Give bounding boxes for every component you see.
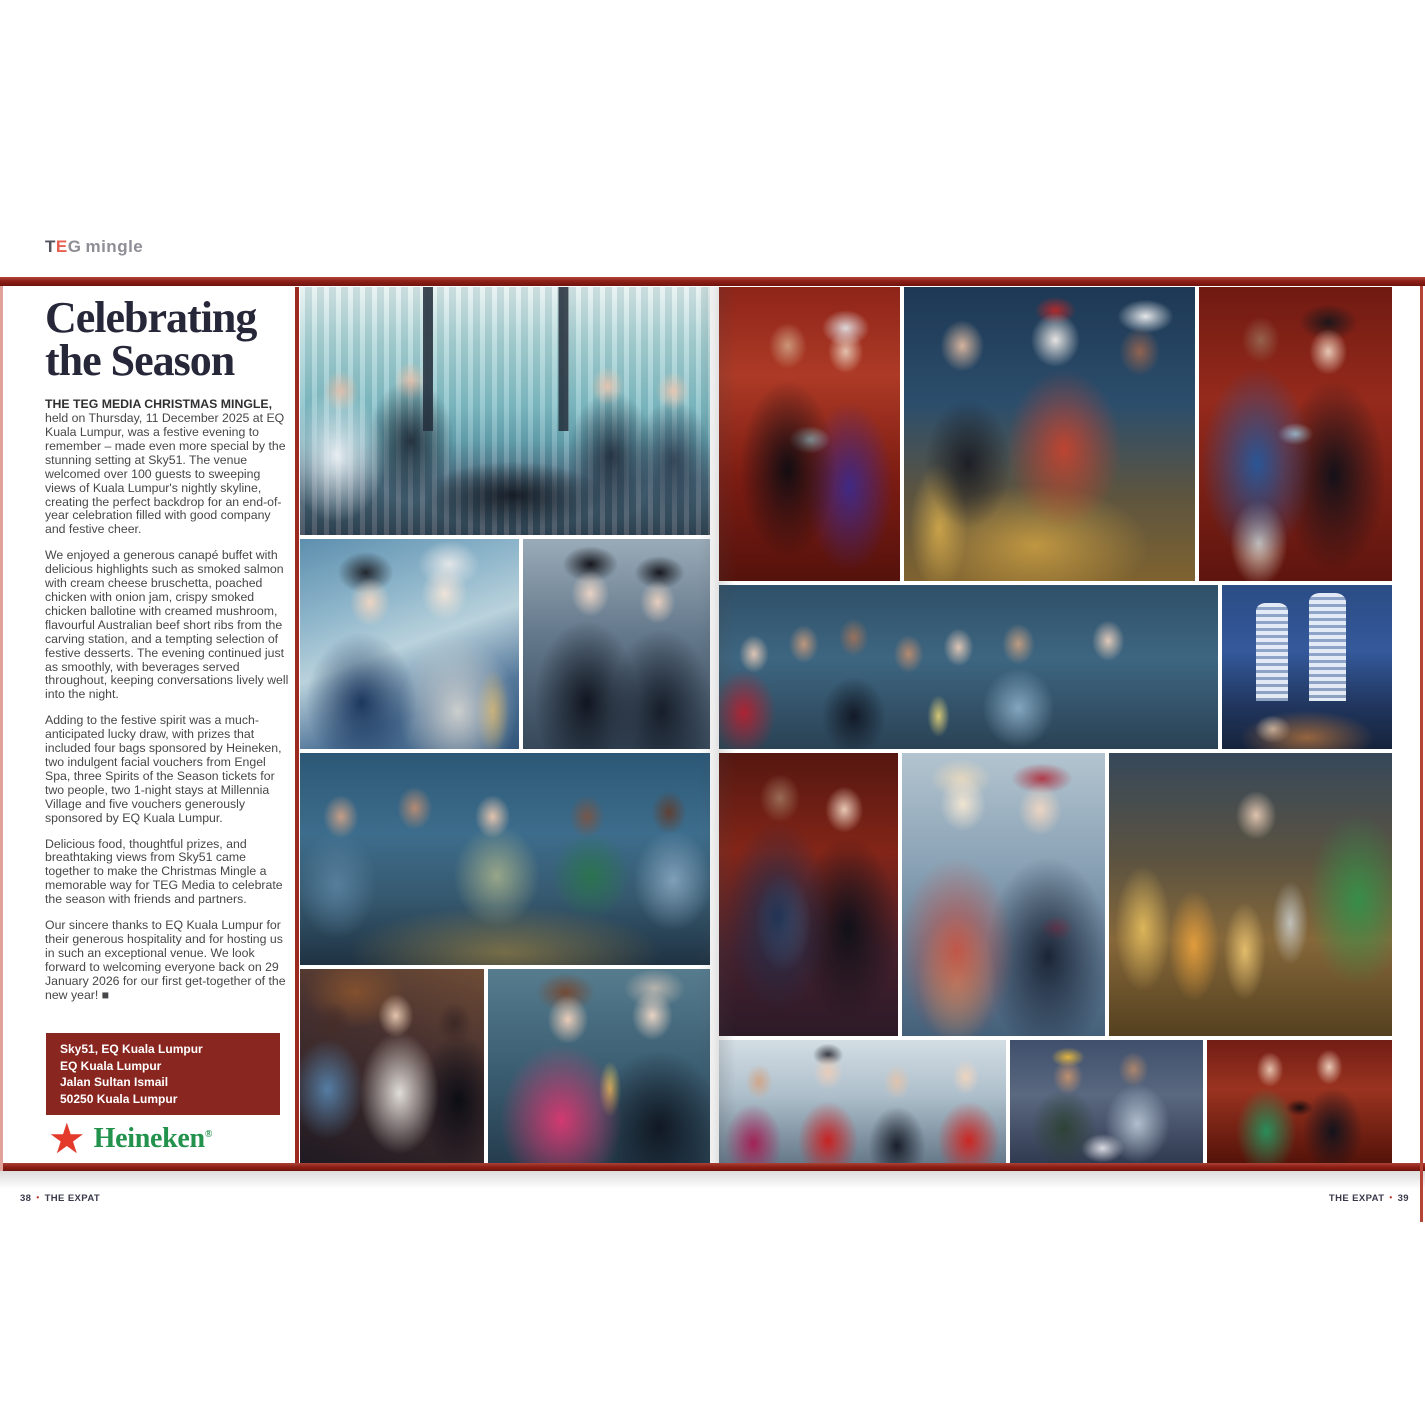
photo-two-women-with-wine	[488, 969, 710, 1163]
article-paragraph-4: Delicious food, thoughtful prizes, and breathtaking views from Sky51 came together to make the Christmas Mingle a memorable way for TEG Media to celebrate the season with friends and partners.	[45, 836, 283, 907]
photo-eight-guests-group	[719, 585, 1218, 749]
footer-dot-icon: •	[1389, 1193, 1393, 1202]
photo-man-blue-blazer-presentation	[1199, 287, 1392, 581]
article-title-line2: the Season	[45, 336, 235, 386]
photo-man-batik-receiving-prize	[719, 753, 898, 1036]
heineken-star-icon: ★	[48, 1115, 86, 1162]
article-lead-rest: held on Thursday, 11 December 2025 at EQ Kuala Lumpur, was a festive evening to remember – made even more special by the stunning setting at Sky51. The venue welcomed over 100 guests to sweeping views of Kuala Lumpur's nightly skyline, creating the perfect backdrop for an end-of-year celebration filled with good company and festive cheer.	[45, 411, 286, 537]
magazine-name-right: THE EXPAT	[1328, 1193, 1385, 1204]
left-edge-red-line	[0, 286, 3, 1171]
page-fold-shadow	[698, 287, 736, 1163]
article-column	[45, 293, 292, 1014]
photo-four-women-dining-skyline	[300, 287, 710, 535]
photo-two-women-flower-crown	[902, 753, 1105, 1036]
bottom-rule-shadow	[0, 1171, 1425, 1189]
photo-four-women-red-dresses	[719, 1040, 1006, 1163]
footer-left	[20, 1193, 100, 1204]
right-edge-red-line	[1420, 286, 1423, 1222]
photo-three-festive-guests-santa-hats	[904, 287, 1195, 581]
right-page-number: 39	[1397, 1193, 1409, 1204]
photo-three-guests-chatting	[300, 969, 484, 1163]
photo-couple-serving-buffet	[1010, 1040, 1203, 1163]
article-paragraph-5: Our sincere thanks to EQ Kuala Lumpur for their generous hospitality and for hosting us in such an exceptional venue. We look forward to welcoming everyone back on 29 January 2026 for our first get-together of the new year! ■	[45, 918, 286, 1002]
article-paragraph-1	[45, 398, 292, 537]
registered-trademark-icon: ®	[204, 1129, 212, 1140]
article-paragraph-3: Adding to the festive spirit was a much-anticipated lucky draw, with prizes that included four bags sponsored by Heineken, two indulgent facial vouchers from Engel Spa, three Spirits of the Season tickets for two people, two 1-night stays at Millennia Village and five vouchers generously sponsored by EQ Kuala Lumpur.	[45, 713, 282, 825]
photo-five-guests-at-bar	[300, 753, 710, 965]
photo-two-women-green-outfit-prize	[1207, 1040, 1392, 1163]
photo-two-women-dark-outfits	[523, 539, 710, 749]
kicker-letter-e: E	[55, 237, 68, 256]
footer-dot-icon: •	[36, 1193, 40, 1202]
magazine-name-left: THE EXPAT	[44, 1193, 101, 1204]
venue-line-2: EQ Kuala Lumpur	[60, 1058, 162, 1073]
venue-line-1: Sky51, EQ Kuala Lumpur	[60, 1042, 203, 1056]
photo-bar-counter-bottles	[1109, 753, 1392, 1036]
article-paragraph-2: We enjoyed a generous canapé buffet with delicious highlights such as smoked salmon with cream cheese bruschetta, poached chicken with onion jam, crispy smoked chicken ballotine with creamed mushroom, flavourful Australian beef short ribs from the carving station, and a tempting selection of festive desserts. The evening continued just as smoothly, with beverages served throughout, keeping conversations lively well into the night.	[45, 548, 289, 702]
venue-address-box	[46, 1033, 280, 1115]
inner-column-red-line	[295, 287, 299, 1163]
heineken-logo	[48, 1116, 288, 1162]
article-title	[45, 293, 292, 386]
section-kicker	[45, 237, 143, 257]
article-lead: THE TEG MEDIA CHRISTMAS MINGLE,	[45, 397, 273, 412]
heineken-wordmark	[94, 1123, 212, 1155]
photo-woman-and-silver-haired-man	[300, 539, 519, 749]
venue-line-3: Jalan Sultan Ismail	[60, 1075, 169, 1089]
kicker-letter-g: G	[67, 237, 82, 256]
bottom-red-rule	[0, 1163, 1425, 1171]
heineken-wordmark-text: Heineken	[93, 1123, 205, 1154]
photo-petronas-towers-night	[1222, 585, 1392, 749]
photo-prize-winner-two-women	[719, 287, 900, 581]
left-page-number: 38	[20, 1193, 32, 1204]
kicker-letter-t: T	[45, 237, 56, 256]
footer-right	[1329, 1193, 1409, 1204]
top-red-rule	[0, 277, 1425, 286]
kicker-word: mingle	[85, 237, 144, 256]
venue-line-4: 50250 Kuala Lumpur	[60, 1091, 178, 1106]
article-title-line1: Celebrating	[45, 293, 257, 342]
